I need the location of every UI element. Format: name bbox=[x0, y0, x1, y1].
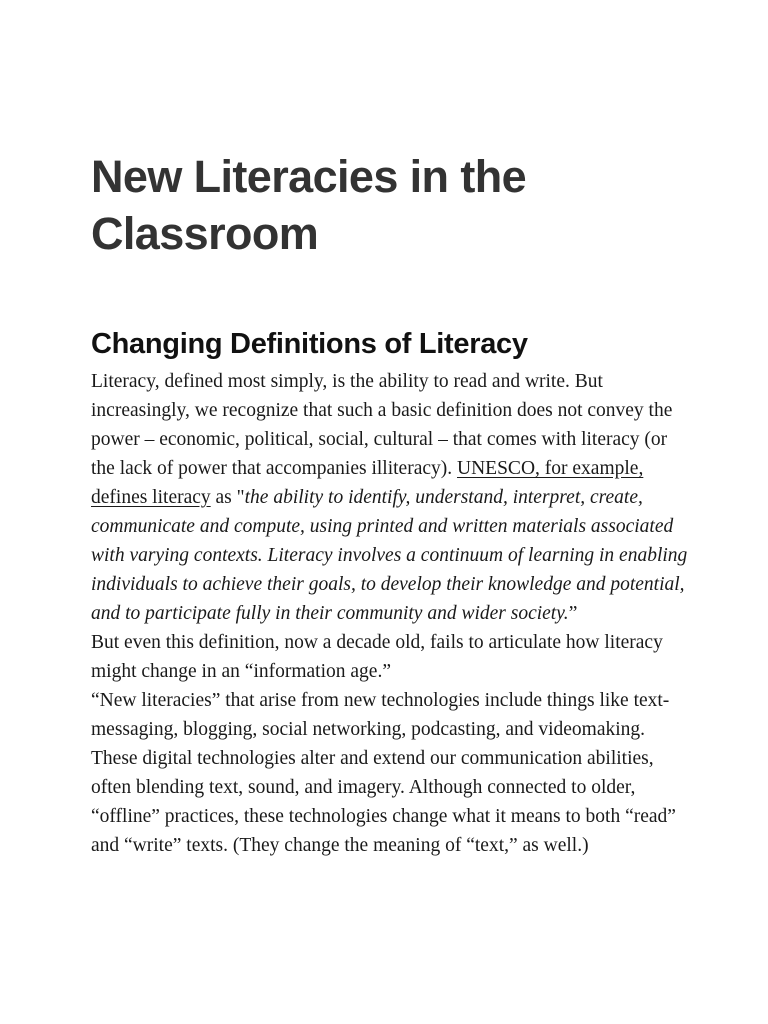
paragraph-literacy-definition bbox=[91, 367, 691, 628]
unesco-quote: the ability to identify, understand, interpret, create, communicate and compute, using printed and written materials associated with varying contexts. Literacy involves a continuum of learning in enabling individuals to achieve their goals, to develop their knowledge and potential, and to participate fully in their community and wider society. bbox=[91, 487, 688, 624]
paragraph-connector-text: as " bbox=[210, 487, 245, 508]
quote-close-mark: ” bbox=[568, 603, 578, 624]
article-content bbox=[91, 148, 691, 860]
section-heading: Changing Definitions of Literacy bbox=[91, 328, 528, 360]
page-title: New Literacies in the Classroom bbox=[91, 151, 527, 259]
paragraph-new-literacies: “New literacies” that arise from new technologies include things like text-messaging, blogging, social networking, podcasting, and videomaking. These digital technologies alter and extend our communication abilities, often blending text, sound, and imagery. Although connected to older, “offline” practices, these technologies change what it means to both “read” and “write” texts. (They change the meaning of “text,” as well.) bbox=[91, 690, 676, 856]
paragraph-information-age: But even this definition, now a decade old, fails to articulate how literacy might change in an “information age.” bbox=[91, 632, 663, 682]
paragraph-lead-text: Literacy, defined most simply, is the ability to read and write. But increasingly, we recognize that such a basic definition does not convey the power – economic, political, social, cultural – that comes with literacy (or the lack of power that accompanies illiteracy). bbox=[91, 371, 673, 479]
unesco-link[interactable]: UNESCO, for example, defines literacy bbox=[91, 458, 644, 508]
